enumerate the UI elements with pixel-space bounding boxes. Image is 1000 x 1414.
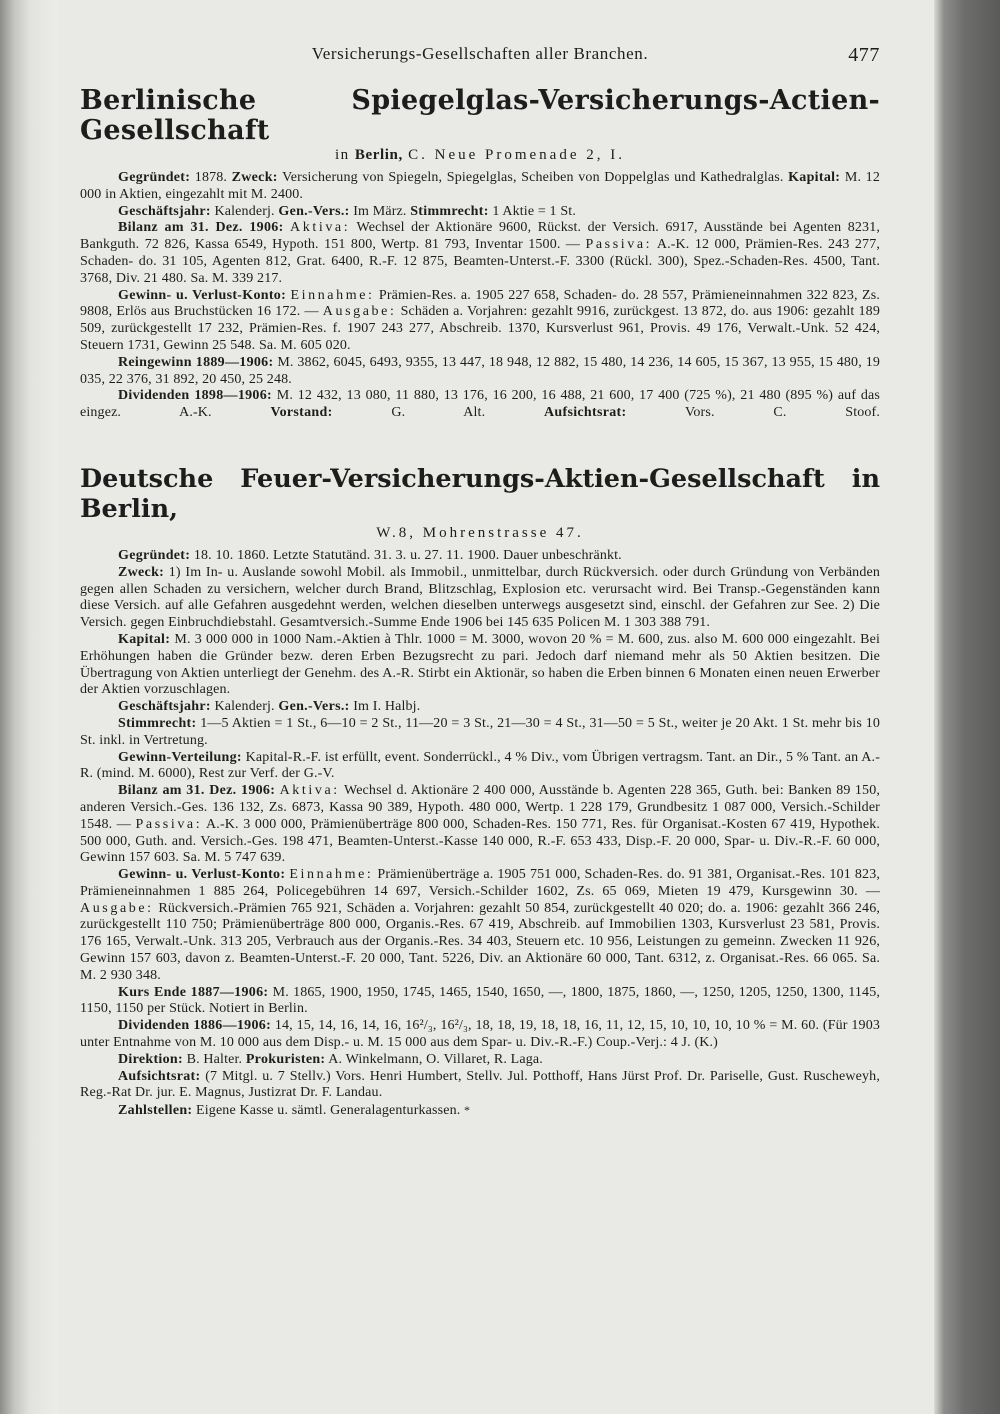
text-income: Prämien-Res. a. 1905 227 658, Schaden- do. 28 557, Prämieneinnahmen 322 823, Zs. 9808, Erlös aus Bruchstücken 16 172. —	[80, 287, 880, 320]
subtitle-city: Berlin,	[354, 147, 403, 163]
text-voting-right: 1 Aktie = 1 St.	[492, 203, 576, 219]
label-assets: Aktiva:	[279, 783, 340, 799]
running-header	[80, 40, 880, 74]
label-liabilities: Passiva:	[585, 237, 653, 253]
label-dividends: Dividenden 1898—1906:	[118, 388, 272, 404]
label-liabilities: Passiva:	[135, 816, 203, 832]
label-voting-right: Stimmrecht:	[118, 715, 197, 731]
text-liabilities: A.-K. 12 000, Prämien-Res. 243 277, Schaden- do. 31 105, Agenten 812, Grat. 6400, R.-F. 12 875, Beamten-Unterst.-F. 3300 (Rückl. 300), Spez.-Schaden-Res. 4500, Tant. 3768, Div. 21 480. Sa. M. 339 217.	[80, 237, 881, 286]
label-purpose: Zweck:	[118, 564, 165, 580]
entry-profit-loss	[80, 288, 880, 355]
subtitle-in: in	[334, 147, 350, 163]
label-founded: Gegründet:	[118, 547, 191, 563]
label-founded: Gegründet:	[118, 170, 191, 185]
text-assets: Wechsel der Aktionäre 9600, Rückst. der Versich. 6917, Ausstände bei Agenten 8231, Bankguth. 72 826, Kassa 6549, Hypoth. 151 800, Wertp. 81 793, Inventar 1500. —	[80, 220, 881, 253]
text-dividends: M. 12 432, 13 080, 11 880, 13 176, 16 200, 16 488, 21 600, 17 400 (725 %), 21 480 (895 %) auf das eingez. A.-K.	[80, 388, 880, 421]
page-number: 477	[848, 44, 880, 66]
entry-founded	[80, 548, 880, 565]
entry-management	[80, 1052, 880, 1069]
entry-fiscal-meeting-voting	[80, 204, 880, 221]
label-general-meeting: Gen.-Vers.:	[278, 699, 350, 715]
text-purpose: Versicherung von Spiegeln, Spiegelglas, Scheiben von Doppelglas und Kathedralglas.	[282, 170, 784, 185]
label-capital: Kapital:	[788, 170, 841, 185]
label-authorized-officers: Prokuristen:	[245, 1051, 326, 1067]
label-profit-loss: Gewinn- u. Verlust-Konto:	[118, 287, 287, 303]
subtitle-address: W.8, Mohrenstrasse 47.	[376, 524, 584, 541]
text-share-prices: M. 1865, 1900, 1950, 1745, 1465, 1540, 1650, —, 1800, 1875, 1860, —, 1250, 1205, 1250, 1300, 1145, 1150, 1150 per Stück. Notiert in Berlin.	[80, 984, 881, 1017]
section-gap	[80, 422, 880, 464]
label-expenses: Ausgabe:	[80, 900, 154, 916]
text-voting-right: 1—5 Aktien = 1 St., 6—10 = 2 St., 11—20 = 3 St., 21—30 = 4 St., 31—50 = 5 St., weiter je 20 Akt. 1 St. mehr bis 10 St. inkl. in Vertretung.	[80, 715, 881, 748]
text-supervisory-board: Vors. C. Stoof.	[684, 405, 881, 421]
text-fiscal-year: Kalenderj.	[214, 699, 275, 715]
label-dividends: Dividenden 1886—1906:	[118, 1018, 272, 1034]
company-title: Deutsche Feuer-Versicherungs-Aktien-Gesellschaft in Berlin,	[80, 463, 880, 524]
entry-net-profit	[80, 355, 880, 389]
text-profit-distribution: Kapital-R.-F. ist erfüllt, event. Sonderrückl., 4 % Div., vom Übrigen vertragsm. Tant. an Dir., 5 % Tant. an A.-R. (mind. M. 6000), Rest zur Verf. der G.-V.	[80, 749, 881, 782]
text-liabilities: A.-K. 3 000 000, Prämienüberträge 800 000, Schaden-Res. 150 771, Res. für Organisat.-Kosten 67 419, Hypothek. 500 000, Guth. and. Versich.-Ges. 198 471, Beamten-Unterst.-Kasse 140 000, R.-F. 653 433, Disp.-F. 20 000, Spar- u. Div.-R.-F. 60 000, Gewinn 157 603. Sa. M. 5 747 639.	[80, 816, 880, 866]
label-net-profit: Reingewinn 1889—1906:	[118, 354, 274, 370]
document-page	[80, 40, 880, 1380]
entry-share-prices	[80, 985, 880, 1019]
entry-dividends-board	[80, 388, 880, 422]
label-directors: Direktion:	[118, 1051, 183, 1067]
text-dividends: 14, 15, 14, 16, 14, 16, 16²/₃, 16²/₃, 18, 18, 19, 18, 18, 16, 11, 12, 15, 10, 10, 10, 10 % = M. 60. (Für 1903 unter Entnahme von M. 10 000 aus dem Disp.- u. M. 15 000 aus dem Spar- u. Div.-R.-F.) Coup.-Verj.: 4 J. (K.)	[80, 1018, 880, 1051]
label-fiscal-year: Geschäftsjahr:	[118, 699, 211, 715]
running-title: Versicherungs-Gesellschaften aller Branchen.	[311, 44, 649, 63]
text-general-meeting: Im März.	[353, 203, 407, 219]
label-supervisory-board: Aufsichtsrat:	[543, 405, 627, 421]
label-capital: Kapital:	[118, 631, 171, 647]
text-assets: Wechsel d. Aktionäre 2 400 000, Ausstände b. Agenten 228 365, Guth. bei: Banken 89 150, anderen Versich.-Ges. 136 132, Zs. 6873, Kassa 90 389, Hypoth. 480 000, Wertp. 1 228 179, Grundbesitz 1 087 000, Versich.-Schilder 1548. —	[80, 783, 880, 832]
label-general-meeting: Gen.-Vers.:	[278, 203, 350, 219]
text-capital: M. 12 000 in Aktien, eingezahlt mit M. 2400.	[80, 170, 880, 202]
entry-balance-sheet	[80, 783, 880, 867]
entry-purpose	[80, 565, 880, 632]
text-expenses: Rückversich.-Prämien 765 921, Schäden a. Vorjahren: gezahlt 50 854, zurückgestellt 40 020; do. a. 1906: gezahlt 366 246, zurückgestellt 110 750; Prämienüberträge 800 000, Organis.-Res. 67 419, Abschreib. auf Immobilien 1303, Kursverlust 23 581, Provis. 176 165, Verwalt.-Unk. 313 205, Verbrauch aus der Organis.-Res. 34 403, Steuern etc. 10 956, Leistungen zu gemeinn. Zwecken 11 926, Gewinn 157 603, davon z. Beamten-Unterst.-F. 20 000, Tant. 5226, Div. an Aktionäre 60 000, Tant. 6312, z. Organisat.-Res. 66 065. Sa. M. 2 930 348.	[80, 900, 880, 983]
text-income: Prämienüberträge a. 1905 751 000, Schaden-Res. do. 91 381, Organisat.-Res. 101 823, Prämieneinnahmen 1 885 264, Policegebühren 14 697, Versich.-Schilder 1602, Zs. 65 069, Mieten 19 479, Kursgewinn 30. —	[80, 867, 880, 899]
entry-capital	[80, 632, 880, 699]
company-entry-spiegelglas	[80, 86, 880, 422]
text-supervisory-board: (7 Mitgl. u. 7 Stellv.) Vors. Henri Humbert, Stellv. Jul. Potthoff, Hans Jürst Prof. Dr. Pariselle, Gust. Ruscheweyh, Reg.-Rat Dr. jur. E. Magnus, Justizrat Dr. F. Landau.	[80, 1068, 880, 1101]
label-balance: Bilanz am 31. Dez. 1906:	[118, 783, 276, 799]
text-directors: B. Halter.	[186, 1051, 243, 1067]
label-voting-right: Stimmrecht:	[410, 203, 489, 219]
subtitle-address: C. Neue Promenade 2, I.	[408, 147, 625, 163]
text-paying-agents: Eigene Kasse u. sämtl. Generalagenturkassen.	[196, 1103, 461, 1119]
label-executive-board: Vorstand:	[270, 405, 333, 421]
label-profit-distribution: Gewinn-Verteilung:	[118, 749, 242, 765]
text-purpose: 1) Im In- u. Auslande sowohl Mobil. als Immobil., unmittelbar, durch Rückversich. oder durch Gründung von Verbänden gegen allen Schaden zu versichern, welcher durch Brand, Blitzschlag, Explosion etc. verursacht wird. Bei Transp.-Gegenständen kann diese Versich. auf alle Gefahren ausgedehnt werden, welchen dieselben unterwegs ausgesetzt sind, einschl. der Gefahren zur See. 2) Die Versich. gegen Einbruchdiebstahl. Gesamtversich.-Summe Ende 1906 bei 145 635 Policen M. 1 303 388 791.	[80, 564, 880, 631]
entry-profit-loss	[80, 867, 880, 985]
end-mark: *	[464, 1103, 471, 1118]
text-founded: 1878.	[194, 170, 228, 185]
page-binding-left	[0, 0, 58, 1414]
text-fiscal-year: Kalenderj.	[214, 203, 275, 219]
entry-profit-distribution	[80, 750, 880, 784]
entry-voting-right	[80, 716, 880, 750]
label-profit-loss: Gewinn- u. Verlust-Konto:	[118, 867, 286, 883]
text-capital: M. 3 000 000 in 1000 Nam.-Aktien à Thlr. 1000 = M. 3000, wovon 20 % = M. 600, zus. also M. 600 000 eingezahlt. Bei Erhöhungen haben die Gründer bezw. deren Erben Bezugsrecht zu pari. Jedoch darf niemand mehr als 50 Aktien besitzen. Die Übertragung von Aktien unterliegt der Genehm. des A.-R. Stirbt ein Aktionär, so haben die Erben binnen 6 Monaten einen neuen Erwerber der Aktien vorzuschlagen.	[80, 631, 881, 698]
label-paying-agents: Zahlstellen:	[118, 1103, 193, 1119]
label-balance: Bilanz am 31. Dez. 1906:	[118, 220, 284, 236]
label-assets: Aktiva:	[290, 220, 351, 236]
label-income: Einnahme:	[289, 867, 374, 883]
text-net-profit: M. 3862, 6045, 6493, 9355, 13 447, 18 948, 12 882, 15 480, 14 236, 14 605, 15 367, 13 955, 15 480, 19 035, 22 376, 31 892, 20 450, 25 248.	[80, 354, 880, 387]
text-executive-board: G. Alt.	[391, 405, 486, 421]
company-subtitle	[80, 146, 880, 164]
label-income: Einnahme:	[290, 287, 375, 303]
company-entry-deutsche-feuer	[80, 464, 880, 1120]
entry-founding-purpose-capital	[80, 170, 880, 204]
label-supervisory-board: Aufsichtsrat:	[118, 1068, 201, 1084]
entry-supervisory-board	[80, 1069, 880, 1103]
page-binding-right	[934, 0, 1000, 1414]
entry-dividends	[80, 1018, 880, 1052]
label-fiscal-year: Geschäftsjahr:	[118, 203, 211, 219]
company-title: Berlinische Spiegelglas-Versicherungs-Actien-Gesellschaft	[80, 85, 880, 146]
label-purpose: Zweck:	[231, 170, 278, 185]
text-founded: 18. 10. 1860. Letzte Statutänd. 31. 3. u. 27. 11. 1900. Dauer unbeschränkt.	[193, 547, 622, 563]
label-expenses: Ausgabe:	[322, 304, 397, 320]
entry-paying-agents	[80, 1102, 880, 1120]
entry-fiscal-meeting	[80, 699, 880, 716]
entry-balance-sheet	[80, 220, 880, 287]
label-share-prices: Kurs Ende 1887—1906:	[118, 984, 269, 1000]
text-expenses: Schäden a. Vorjahren: gezahlt 9916, zurückgest. 13 872, do. aus 1906: gezahlt 189 509, zurückgestellt 17 232, Prämien-Res. f. 1907 243 277, Abschreib. 1370, Kursverlust 961, Provis. 49 176, Verwalt.-Unk. 52 424, Steuern 1731, Gewinn 25 548. Sa. M. 605 020.	[80, 304, 880, 353]
text-authorized-officers: A. Winkelmann, O. Villaret, R. Laga.	[328, 1051, 543, 1067]
company-subtitle	[80, 524, 880, 542]
text-general-meeting: Im I. Halbj.	[353, 699, 421, 715]
